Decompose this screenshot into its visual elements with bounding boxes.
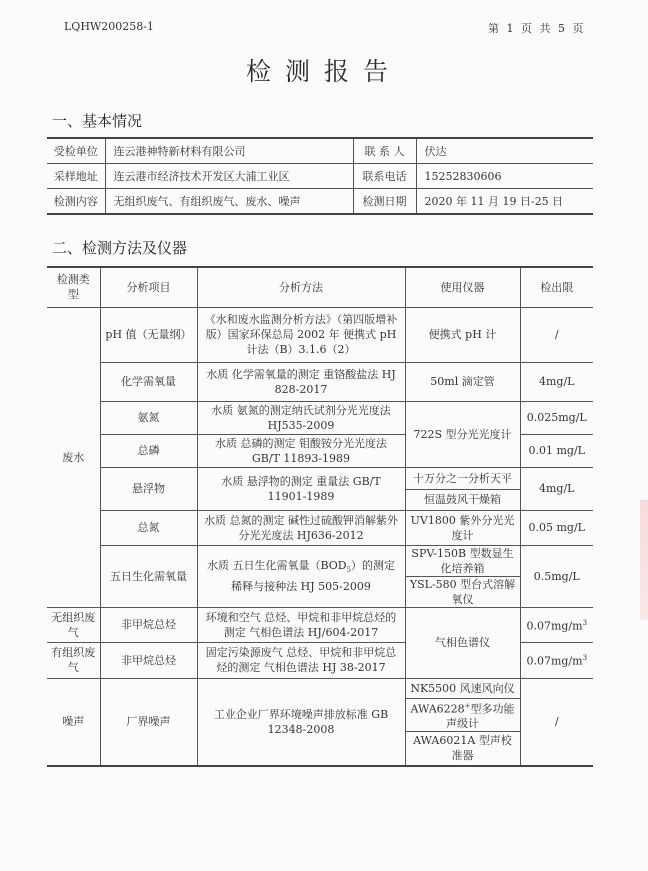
table-row (47, 467, 593, 489)
item-cell: 总氮 (100, 510, 197, 545)
seal-edge (640, 500, 648, 620)
instrument-cell: 便携式 pH 计 (405, 307, 520, 362)
methods-table (47, 266, 593, 767)
limit-cell: / (520, 307, 593, 362)
instrument-cell: 50ml 滴定管 (405, 362, 520, 401)
item-cell: 五日生化需氧量 (100, 545, 197, 607)
method-cell: 水质 化学需氧量的测定 重铬酸盐法 HJ 828-2017 (197, 362, 405, 401)
item-cell: 厂界噪声 (100, 678, 197, 766)
table-row (47, 189, 593, 215)
table-row (47, 545, 593, 576)
method-text: 水质 五日生化需氧量（BOD (206, 559, 347, 573)
limit-cell: 0.05 mg/L (520, 510, 593, 545)
method-cell: 水质 总氮的测定 碱性过硫酸钾消解紫外分光光度法 HJ636-2012 (197, 510, 405, 545)
superscript: 3 (582, 618, 588, 627)
section-basic-info-title: 一、基本情况 (52, 112, 143, 130)
section-methods-title: 二、检测方法及仪器 (52, 239, 188, 257)
item-cell: 总磷 (100, 434, 197, 467)
basic-info-table (47, 137, 593, 215)
label: 检测日期 (353, 189, 416, 215)
table-row (47, 362, 593, 401)
limit-cell: 4mg/L (520, 362, 593, 401)
page-indicator: 第 1 页 共 5 页 (488, 22, 586, 35)
table-row (47, 307, 593, 362)
value: 15252830606 (416, 164, 593, 189)
table-row (47, 510, 593, 545)
limit-cell: / (520, 678, 593, 766)
instrument-cell: AWA6021A 型声校准器 (405, 732, 520, 766)
method-cell: 水质 氨氮的测定纳氏试剂分光光度法 HJ535-2009 (197, 401, 405, 434)
label: 检测内容 (47, 189, 105, 215)
value: 伏达 (416, 138, 593, 164)
instrument-cell: 722S 型分光光度计 (405, 401, 520, 467)
table-row (47, 678, 593, 698)
table-row (47, 401, 593, 434)
value: 无组织废气、有组织废气、废水、噪声 (105, 189, 353, 215)
method-cell: 水质 总磷的测定 钼酸铵分光光度法 GB/T 11893-1989 (197, 434, 405, 467)
item-cell: pH 值（无量纲） (100, 307, 197, 362)
value: 连云港市经济技术开发区大浦工业区 (105, 164, 353, 189)
item-cell: 悬浮物 (100, 467, 197, 510)
instrument-cell: 十万分之一分析天平 (405, 467, 520, 489)
label: 联 系 人 (353, 138, 416, 164)
header-row (47, 267, 593, 307)
method-cell: 环境和空气 总烃、甲烷和非甲烷总烃的测定 气相色谱法 HJ/604-2017 (197, 607, 405, 642)
item-cell: 化学需氧量 (100, 362, 197, 401)
limit-cell: 0.5mg/L (520, 545, 593, 607)
instrument-text: 型多功能声级计 (446, 702, 515, 731)
limit-cell: 0.01 mg/L (520, 434, 593, 467)
limit-text: 0.07mg/m (526, 654, 583, 668)
instrument-cell: YSL-580 型台式溶解氧仪 (405, 576, 520, 607)
limit-cell: 4mg/L (520, 467, 593, 510)
table-row (47, 138, 593, 164)
method-cell: 《水和废水监测分析方法》（第四版增补版）国家环保总局 2002 年 便携式 pH 计法（B）3.1.6（2） (197, 307, 405, 362)
table-row (47, 164, 593, 189)
label: 受检单位 (47, 138, 105, 164)
type-cell: 有组织废气 (47, 642, 100, 678)
method-cell: 水质 悬浮物的测定 重量法 GB/T 11901-1989 (197, 467, 405, 510)
instrument-cell (405, 698, 520, 732)
instrument-cell: SPV-150B 型数显生化培养箱 (405, 545, 520, 576)
item-cell: 非甲烷总烃 (100, 642, 197, 678)
col-header: 检测类型 (47, 267, 100, 307)
limit-cell (520, 607, 593, 642)
limit-cell: 0.025mg/L (520, 401, 593, 434)
instrument-cell: 气相色谱仪 (405, 607, 520, 678)
value: 连云港神特新材料有限公司 (105, 138, 353, 164)
method-cell: 固定污染源废气 总烃、甲烷和非甲烷总烃的测定 气相色谱法 HJ 38-2017 (197, 642, 405, 678)
limit-text: 0.07mg/m (526, 619, 583, 633)
item-cell: 氨氮 (100, 401, 197, 434)
col-header: 使用仪器 (405, 267, 520, 307)
instrument-text: AWA6228 (410, 702, 465, 716)
value: 2020 年 11 月 19 日-25 日 (416, 189, 593, 215)
table-row (47, 607, 593, 642)
subscript: 5 (346, 566, 352, 575)
label: 联系电话 (353, 164, 416, 189)
col-header: 分析方法 (197, 267, 405, 307)
item-cell: 非甲烷总烃 (100, 607, 197, 642)
method-cell: 工业企业厂界环境噪声排放标准 GB 12348-2008 (197, 678, 405, 766)
instrument-cell: UV1800 紫外分光光度计 (405, 510, 520, 545)
superscript: 3 (582, 654, 588, 663)
superscript: + (464, 701, 471, 710)
instrument-cell: 恒温鼓风干燥箱 (405, 489, 520, 510)
method-cell (197, 545, 405, 607)
col-header: 分析项目 (100, 267, 197, 307)
type-cell: 噪声 (47, 678, 100, 766)
instrument-cell: NK5500 风速风向仪 (405, 678, 520, 698)
method-text: ）的测定 稀释与接种法 HJ 505-2009 (231, 559, 396, 593)
type-cell: 废水 (47, 307, 100, 607)
page-title: 检测报告 (245, 57, 402, 86)
limit-cell (520, 642, 593, 678)
report-number: LQHW200258-1 (64, 20, 154, 33)
label: 采样地址 (47, 164, 105, 189)
type-cell: 无组织废气 (47, 607, 100, 642)
col-header: 检出限 (520, 267, 593, 307)
